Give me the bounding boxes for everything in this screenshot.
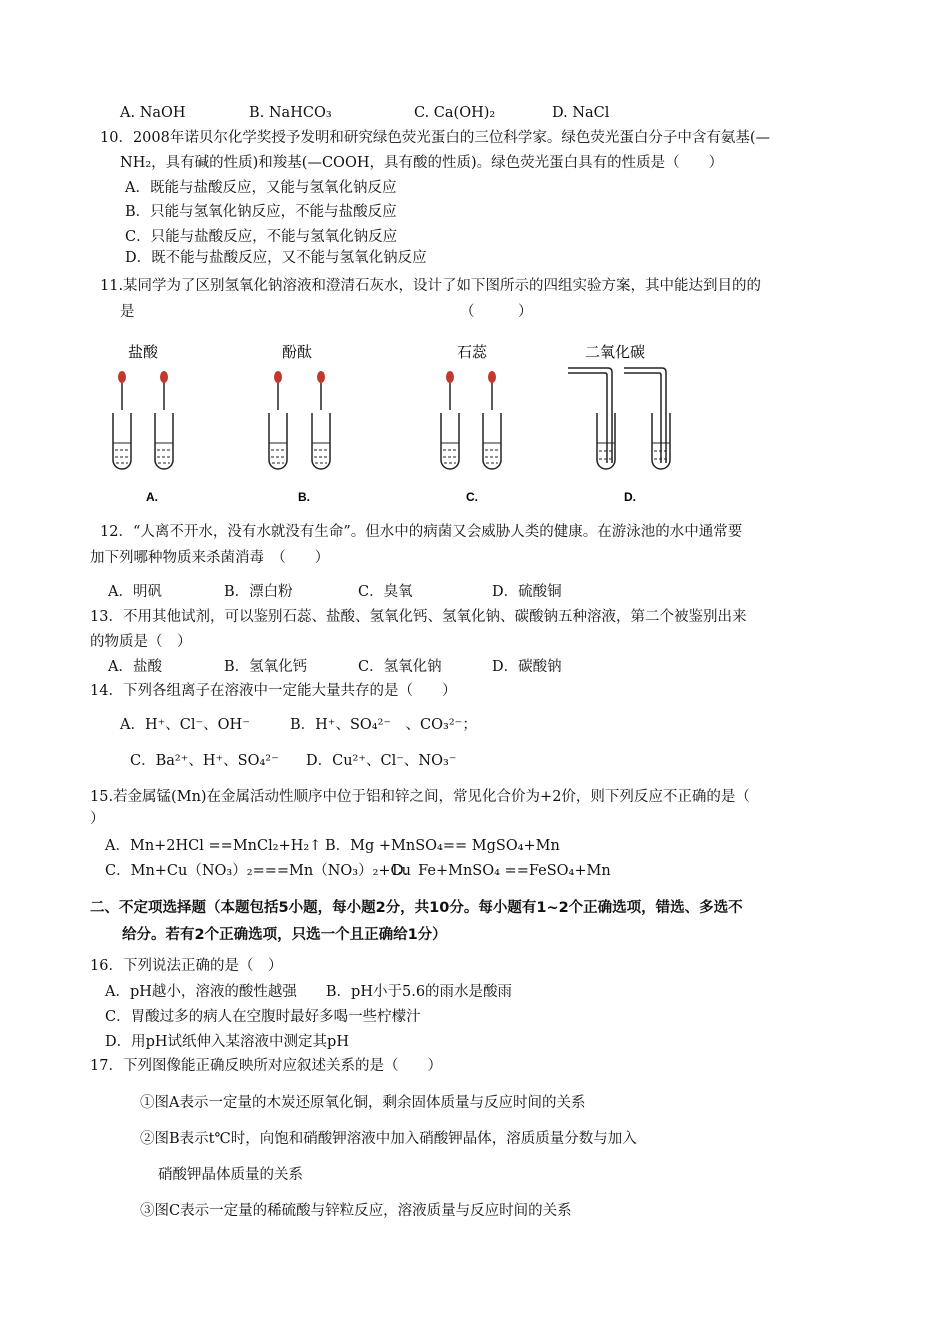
- q15-option-a: A．Mn+2HCl ==MnCl₂+H₂↑: [105, 838, 322, 854]
- section-2-heading-line2: 给分。若有2个正确选项，只选一个且正确给1分）: [122, 927, 447, 943]
- q13-stem-line2: 的物质是（ ）: [90, 634, 192, 650]
- q12-stem-line1: 12．“人离不开水，没有水就没有生命”。但水中的病菌又会威胁人类的健康。在游泳池的水中通常要: [100, 524, 743, 540]
- q13-option-d: D．碳酸钠: [492, 659, 562, 675]
- q12-option-b: B．漂白粉: [224, 584, 293, 600]
- figure-label-d: D.: [624, 490, 636, 504]
- q17-stem: 17．下列图像能正确反映所对应叙述关系的是（ ）: [90, 1058, 442, 1074]
- q11-stem-line2: 是: [120, 304, 135, 320]
- q9-option-a: A. NaOH: [120, 105, 186, 121]
- q9-option-c: C. Ca(OH)₂: [414, 105, 496, 121]
- figure-caption-a: 盐酸: [128, 343, 159, 361]
- q15-stem-line2: ）: [90, 811, 105, 827]
- q10-stem-line2: NH₂，具有碱的性质)和羧基(—COOH，具有酸的性质)。绿色荧光蛋白具有的性质是（ ）: [120, 155, 724, 171]
- q10-option-b: B．只能与氢氧化钠反应，不能与盐酸反应: [125, 204, 397, 220]
- q16-option-d: D．用pH试纸伸入某溶液中测定其pH: [105, 1034, 349, 1050]
- q14-option-a: A．H⁺、Cl⁻、OH⁻: [120, 717, 250, 733]
- q14-option-b: B．H⁺、SO₄²⁻ 、CO₃²⁻；: [290, 717, 477, 733]
- q13-option-c: C．氢氧化钠: [358, 659, 442, 675]
- group-b-droppers: [274, 371, 325, 410]
- q12-option-a: A．明矾: [108, 584, 162, 600]
- q15-stem-line1: 15.若金属锰(Mn)在金属活动性顺序中位于铝和锌之间，常见化合价为+2价，则下列反应不正确的是（: [90, 789, 750, 805]
- q15-option-d: D．Fe+MnSO₄ ==FeSO₄+Mn: [392, 863, 611, 879]
- q16-stem: 16．下列说法正确的是（ ）: [90, 958, 283, 974]
- q15-option-b: B．Mg +MnSO₄== MgSO₄+Mn: [325, 838, 560, 854]
- group-a-droppers: [118, 371, 168, 410]
- q15-option-c: C．Mn+Cu（NO₃）₂===Mn（NO₃）₂+Cu: [105, 863, 411, 879]
- q17-item-2-line1: ②图B表示t℃时，向饱和硝酸钾溶液中加入硝酸钾晶体，溶质质量分数与加入: [140, 1131, 637, 1147]
- q10-stem-line1: 10．2008年诺贝尔化学奖授予发明和研究绿色荧光蛋白的三位科学家。绿色荧光蛋白分子中含有氨基(—: [100, 130, 771, 146]
- group-d-tubes: [597, 413, 670, 469]
- q17-item-3: ③图C表示一定量的稀硫酸与锌粒反应，溶液质量与反应时间的关系: [140, 1203, 572, 1219]
- group-a-liquid: [113, 443, 173, 463]
- group-b-tubes: [269, 413, 330, 469]
- q13-option-b: B．氢氧化钙: [224, 659, 308, 675]
- q10-option-a: A．既能与盐酸反应，又能与氢氧化钠反应: [125, 180, 397, 196]
- q12-stem-line2: 加下列哪种物质来杀菌消毒 （ ）: [90, 550, 330, 566]
- q11-stem-line1: 11.某同学为了区别氢氧化钠溶液和澄清石灰水，设计了如下图所示的四组实验方案，其中能达到目的的: [100, 278, 762, 294]
- section-2-heading-line1: 二、不定项选择题（本题包括5小题，每小题2分，共10分。每小题有1~2个正确选项，错选、多选不: [90, 900, 743, 916]
- group-c-liquid: [441, 443, 501, 463]
- q14-stem: 14．下列各组离子在溶液中一定能大量共存的是（ ）: [90, 683, 457, 699]
- q17-item-1: ①图A表示一定量的木炭还原氧化铜，剩余固体质量与反应时间的关系: [140, 1095, 586, 1111]
- figure-label-a: A.: [146, 490, 158, 504]
- group-a-tubes: [113, 413, 173, 469]
- figure-caption-d: 二氧化碳: [585, 343, 646, 361]
- group-c-droppers: [446, 371, 496, 410]
- q11-answer-bracket: （ ）: [460, 304, 533, 320]
- figure-label-b: B.: [298, 490, 310, 504]
- test-tube-diagram: [100, 335, 690, 515]
- q9-option-d: D. NaCl: [552, 105, 610, 121]
- figure-caption-b: 酚酞: [282, 343, 313, 361]
- q13-stem-line1: 13．不用其他试剂，可以鉴别石蕊、盐酸、氢氧化钙、氢氧化钠、碳酸钠五种溶液，第二个被鉴别出来: [90, 609, 747, 625]
- q9-option-b: B. NaHCO₃: [249, 105, 332, 121]
- figure-label-c: C.: [466, 490, 478, 504]
- q17-item-2-line2: 硝酸钾晶体质量的关系: [158, 1167, 303, 1183]
- q16-option-c: C．胃酸过多的病人在空腹时最好多喝一些柠檬汁: [105, 1009, 421, 1025]
- q14-option-d: D．Cu²⁺、Cl⁻、NO₃⁻: [306, 753, 457, 769]
- q10-option-c: C．只能与盐酸反应，不能与氢氧化钠反应: [125, 229, 398, 245]
- figure-caption-c: 石蕊: [457, 343, 488, 361]
- group-d-liquid: [597, 443, 670, 459]
- group-c-tubes: [441, 413, 501, 469]
- group-b-liquid: [269, 443, 330, 463]
- q10-option-d: D．既不能与盐酸反应，又不能与氢氧化钠反应: [125, 250, 427, 266]
- experiment-figure: [100, 335, 690, 515]
- q13-option-a: A．盐酸: [108, 659, 162, 675]
- q16-options-ab: A．pH越小，溶液的酸性越强 B．pH小于5.6的雨水是酸雨: [105, 984, 513, 1000]
- q12-option-c: C．臭氧: [358, 584, 413, 600]
- q12-option-d: D．硫酸铜: [492, 584, 562, 600]
- q14-option-c: C．Ba²⁺、H⁺、SO₄²⁻: [130, 753, 279, 769]
